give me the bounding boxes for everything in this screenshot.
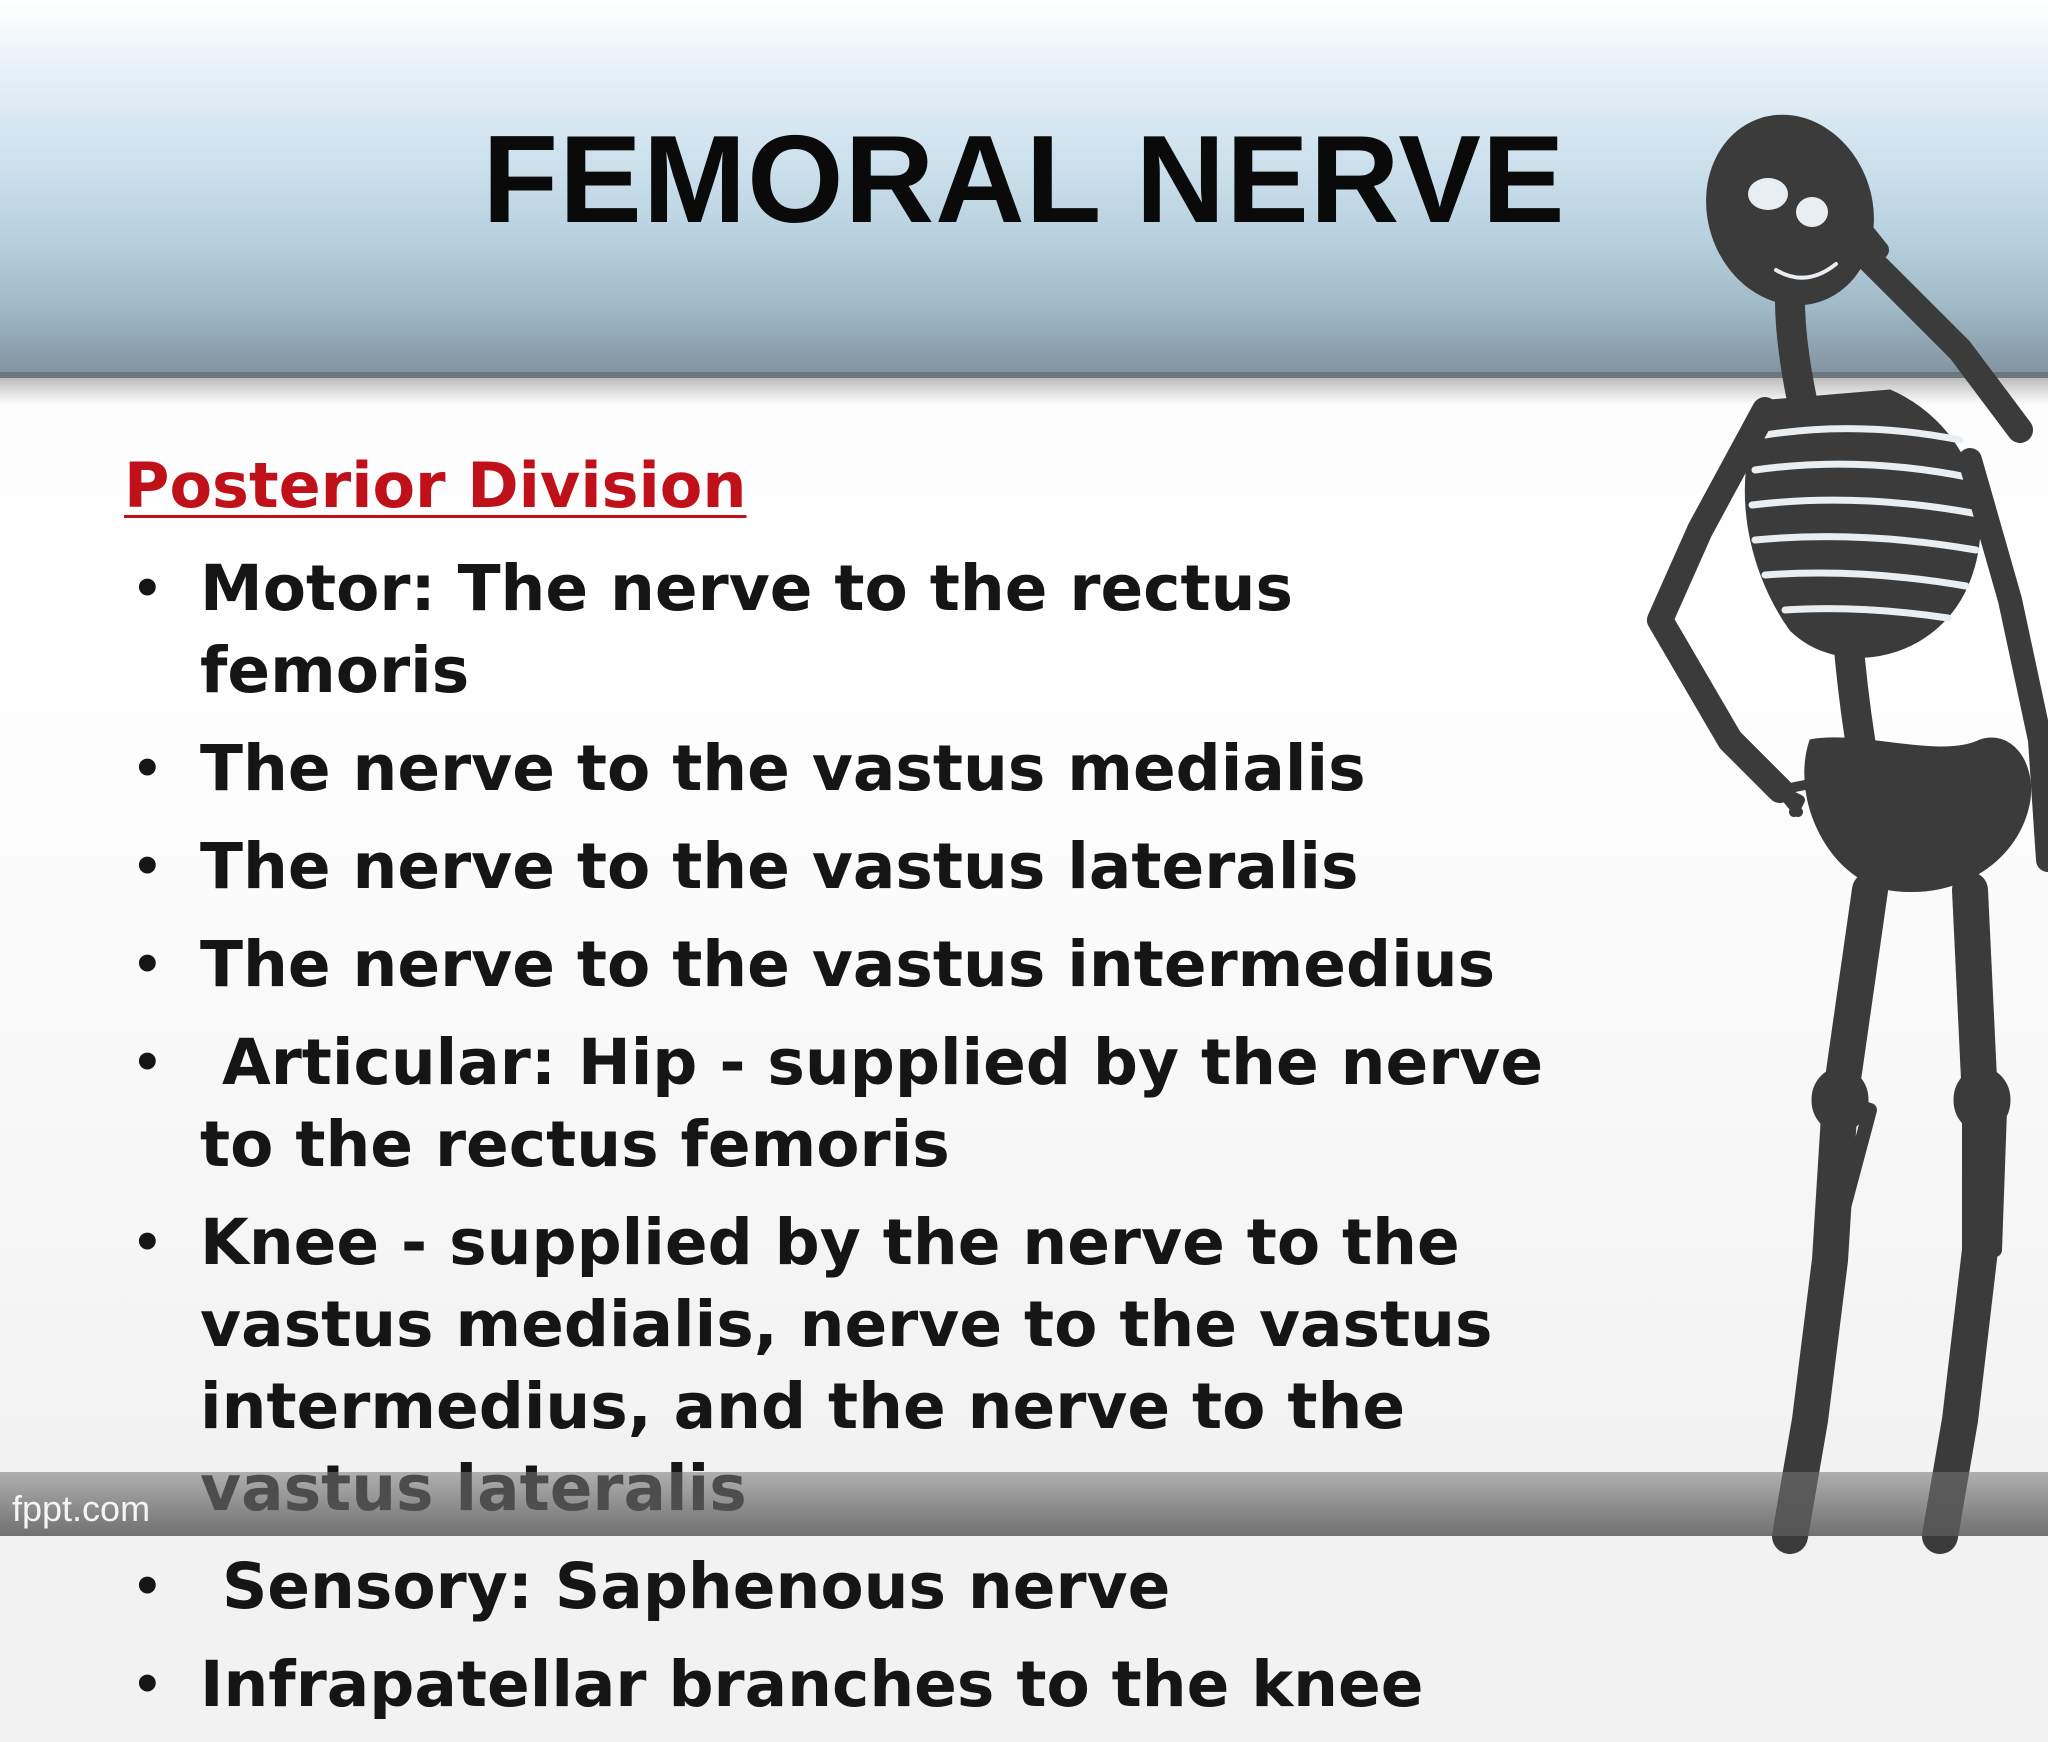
bullet-dot: •: [132, 1559, 163, 1615]
bullet-text: The nerve to the vastus medialis: [200, 732, 1366, 805]
bullet-text: Infrapatellar branches to the knee: [200, 1648, 1424, 1721]
bullet-list: [124, 548, 1584, 1742]
pelvis: [1805, 738, 2031, 892]
bullet-item: [124, 924, 1584, 1006]
bullet-dot: •: [132, 561, 163, 617]
bullet-item: [124, 728, 1584, 810]
bullet-item: [124, 1022, 1584, 1186]
left-leg: [1790, 890, 1870, 1536]
bullet-text: Motor: The nerve to the rectus femoris: [200, 552, 1293, 707]
footer-bar: [0, 1472, 2048, 1536]
slide-title-text: FEMORAL NERVE: [482, 111, 1566, 249]
skeleton-image: [1540, 100, 2048, 1536]
bullet-dot: •: [132, 1035, 163, 1091]
footer-logo: fppt.com: [12, 1488, 151, 1529]
bullet-text: Sensory: Saphenous nerve: [200, 1550, 1171, 1623]
bullet-dot: •: [132, 1215, 163, 1271]
bullet-dot: •: [132, 1657, 163, 1713]
bullet-item: [124, 1546, 1584, 1628]
bullet-text: Articular: Hip - supplied by the nerve to the rectus femoris: [200, 1026, 1565, 1181]
bullet-dot: •: [132, 839, 163, 895]
right-leg: [1940, 890, 1980, 1536]
section-heading: Posterior Division: [124, 449, 747, 522]
bullet-item: [124, 548, 1584, 712]
bullet-item: [124, 1644, 1584, 1726]
bullet-dot: •: [132, 937, 163, 993]
bullet-item: [124, 826, 1584, 908]
bullet-text: Knee - supplied by the nerve to the vastus medialis, nerve to the vastus intermedius, and the nerve to the: [200, 1206, 1493, 1443]
bullet-text: The nerve to the vastus lateralis: [200, 830, 1359, 903]
bullet-text: The nerve to the vastus intermedius: [200, 928, 1496, 1001]
bullet-dot: •: [132, 741, 163, 797]
